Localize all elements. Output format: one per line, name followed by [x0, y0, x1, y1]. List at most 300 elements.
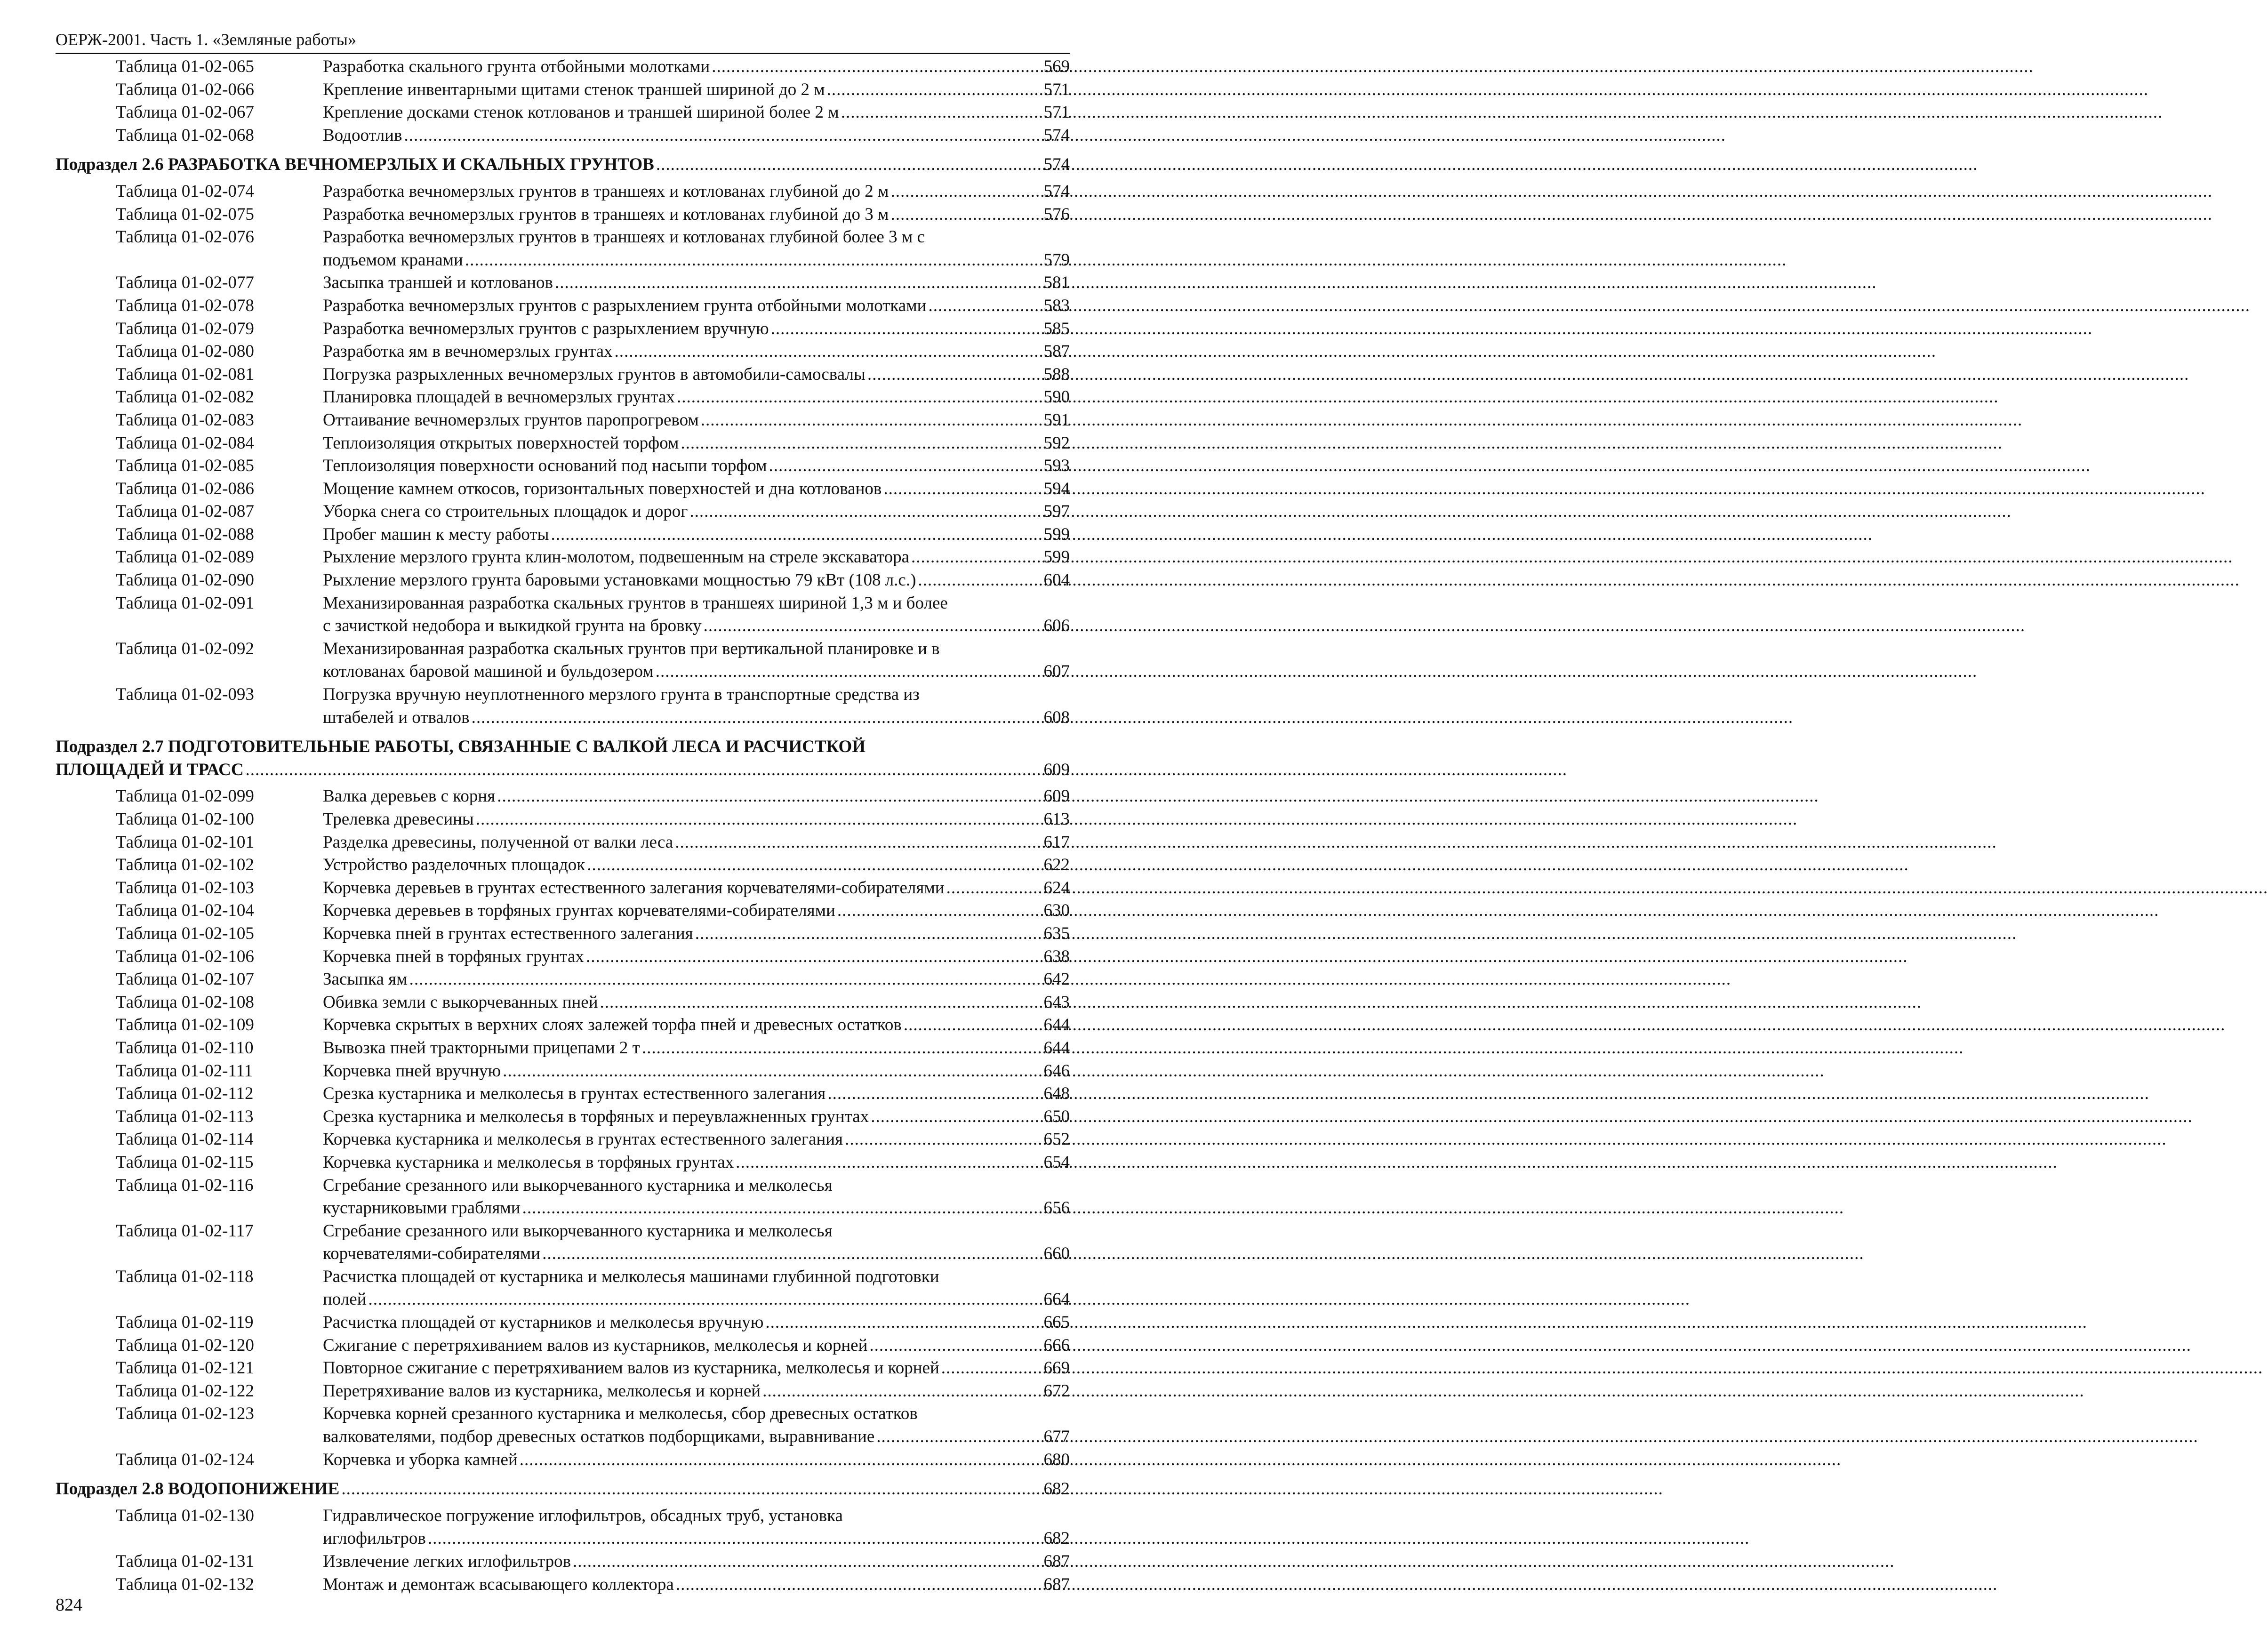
toc-entry-title: Сжигание с перетряхиванием валов из кустарников, мелколесья и корней	[323, 1335, 868, 1355]
toc-entry-title: Корчевка пней в торфяных грунтах	[323, 946, 584, 966]
toc-entry	[56, 877, 1070, 900]
toc-entry	[56, 808, 1070, 831]
toc-table-code: Таблица 01-02-068	[116, 125, 254, 145]
toc-entry-text	[323, 340, 1070, 363]
dot-leader	[918, 569, 1042, 592]
toc-entry-text	[323, 101, 1070, 124]
toc-entry-title: Пробег машин к месту работы	[323, 524, 549, 544]
toc-page-number: 608	[1043, 707, 1070, 727]
toc-entry-title: Оттаивание вечномерзлых грунтов паропрогревом	[323, 410, 699, 430]
toc-entry-last-line	[323, 1083, 1070, 1106]
toc-page-number: 583	[1043, 296, 1070, 315]
toc-entry-last-line	[323, 785, 1070, 808]
toc-entry-title: Крепление досками стенок котлованов и траншей шириной более 2 м	[323, 103, 839, 122]
toc-entry-text	[323, 1505, 1070, 1550]
dot-leader	[409, 968, 1042, 991]
toc-page-number: 607	[1043, 662, 1070, 682]
toc-entry-text	[323, 968, 1070, 991]
toc-entry-text	[323, 523, 1070, 546]
toc-entry-title: Погрузка разрыхленных вечномерзлых грунтов в автомобили-самосвалы	[323, 364, 866, 384]
toc-entry-title: Расчистка площадей от кустарников и мелколесья вручную	[323, 1313, 764, 1332]
toc-entry-title: Водоотлив	[323, 125, 402, 145]
toc-entry-title: Извлечение легких иглофильтров	[323, 1552, 571, 1571]
toc-table-code: Таблица 01-02-108	[116, 992, 254, 1012]
toc-entry-last-line	[323, 1037, 1070, 1060]
toc-entry	[56, 1014, 1070, 1037]
toc-page-number: 638	[1043, 946, 1070, 966]
toc-entry-last-line	[323, 1288, 1070, 1311]
toc-section-title: Подраздел 2.7 ПОДГОТОВИТЕЛЬНЫЕ РАБОТЫ, СВЯЗАННЫЕ С ВАЛКОЙ ЛЕСА И РАСЧИСТКОЙ	[56, 737, 866, 757]
toc-page-number: 588	[1043, 364, 1070, 384]
dot-leader	[762, 1380, 1042, 1403]
dot-leader	[876, 1426, 1042, 1449]
toc-entry-text	[323, 409, 1070, 432]
toc-entry-title: Обивка земли с выкорчеванных пней	[323, 992, 598, 1012]
toc-entry-last-line	[323, 1060, 1070, 1083]
toc-entry-title: с зачисткой недобора и выкидкой грунта на бровку	[323, 616, 702, 636]
toc-entry-last-line	[323, 1243, 1070, 1266]
dot-leader	[904, 1014, 1042, 1037]
toc-entry-text	[323, 500, 1070, 523]
toc-entry-title: Засыпка траншей и котлованов	[323, 273, 553, 293]
dot-leader	[476, 808, 1042, 831]
toc-entry-title: Валка деревьев с корня	[323, 786, 496, 806]
toc-entry	[56, 1060, 1070, 1083]
toc-entry-title: Перетряхивание валов из кустарника, мелколесья и корней	[323, 1381, 761, 1401]
toc-page-number: 656	[1043, 1198, 1070, 1218]
toc-entry-title-line: Сгребание срезанного или выкорчеванного кустарника и мелколесья	[323, 1221, 833, 1241]
toc-entry-title-line: Разработка вечномерзлых грунтов в траншеях и котлованах глубиной более 3 м с	[323, 227, 925, 247]
toc-entry-last-line	[323, 79, 1070, 102]
toc-entry-last-line	[323, 249, 1070, 272]
toc-entry-last-line	[323, 180, 1070, 203]
toc-entry-last-line	[323, 455, 1070, 478]
dot-leader	[341, 1478, 1042, 1501]
toc-table-code: Таблица 01-02-115	[116, 1152, 254, 1172]
toc-page-number: 581	[1043, 273, 1070, 293]
toc-entry-text	[323, 1380, 1070, 1403]
dot-leader	[946, 877, 1042, 900]
toc-entry-last-line	[323, 569, 1070, 592]
toc-entry-title: Устройство разделочных площадок	[323, 855, 585, 875]
running-header: ОЕРЖ-2001. Часть 1. «Земляные работы»	[56, 30, 356, 49]
toc-entry-text	[323, 363, 1070, 386]
toc-entry	[56, 409, 1070, 432]
toc-entry-text	[323, 124, 1070, 147]
toc-entry-title: котлованах баровой машиной и бульдозером	[323, 662, 654, 682]
dot-leader	[695, 922, 1042, 946]
toc-page-number: 574	[1043, 155, 1070, 175]
toc-page-number: 666	[1043, 1335, 1070, 1355]
dot-leader	[701, 409, 1042, 432]
toc-entry-last-line	[323, 1380, 1070, 1403]
toc-entry	[56, 272, 1070, 295]
toc-entry	[56, 1380, 1070, 1403]
dot-leader	[676, 1573, 1042, 1596]
toc-entry	[56, 922, 1070, 946]
toc-page-number: 677	[1043, 1427, 1070, 1447]
toc-table-code: Таблица 01-02-106	[116, 946, 254, 966]
toc-entry	[56, 638, 1070, 683]
toc-entry-text	[323, 1334, 1070, 1357]
dot-leader	[765, 1311, 1042, 1334]
toc-table-code: Таблица 01-02-089	[116, 547, 254, 567]
toc-entry-last-line	[323, 1550, 1070, 1573]
toc-table-code: Таблица 01-02-120	[116, 1335, 254, 1355]
toc-entry-title: кустарниковыми граблями	[323, 1198, 521, 1218]
toc-entry-last-line	[323, 432, 1070, 455]
toc-entry-last-line	[323, 340, 1070, 363]
toc-entry	[56, 1403, 1070, 1448]
toc-entry-text	[323, 1403, 1070, 1448]
toc-entry-text	[323, 991, 1070, 1014]
toc-page-number: 642	[1043, 970, 1070, 989]
toc-entry-last-line	[323, 203, 1070, 226]
toc-entry	[56, 1334, 1070, 1357]
toc-entry-text	[323, 638, 1070, 683]
toc-entry-title: Мощение камнем откосов, горизонтальных поверхностей и дна котлованов	[323, 479, 882, 498]
toc-entry-title: Корчевка кустарника и мелколесья в торфяных грунтах	[323, 1152, 734, 1172]
dot-leader	[689, 500, 1042, 523]
dot-leader	[615, 340, 1042, 363]
dot-leader	[472, 706, 1042, 730]
toc-table-code: Таблица 01-02-100	[116, 810, 254, 829]
toc-table-code: Таблица 01-02-119	[116, 1313, 254, 1332]
toc-entry-last-line	[323, 615, 1070, 638]
toc-section-heading	[56, 1478, 1070, 1501]
toc-entry	[56, 318, 1070, 341]
dot-leader	[837, 899, 1042, 922]
toc-page-number: 597	[1043, 502, 1070, 521]
dot-leader	[246, 759, 1042, 782]
toc-entry-last-line	[323, 831, 1070, 854]
toc-page-number: 635	[1043, 923, 1070, 943]
toc-entry	[56, 101, 1070, 124]
toc-entry-text	[323, 1083, 1070, 1106]
toc-table-code: Таблица 01-02-118	[116, 1267, 254, 1286]
toc-entry-title: Крепление инвентарными щитами стенок траншей шириной до 2 м	[323, 80, 825, 99]
toc-entry-text	[323, 569, 1070, 592]
toc-entry-last-line	[323, 968, 1070, 991]
toc-entry-text	[323, 1037, 1070, 1060]
toc-entry	[56, 295, 1070, 318]
toc-page-number: 687	[1043, 1552, 1070, 1571]
dot-leader	[845, 1128, 1042, 1151]
toc-entry-text	[323, 1266, 1070, 1311]
toc-entry-text	[323, 877, 1070, 900]
toc-table-code: Таблица 01-02-117	[116, 1221, 254, 1241]
toc-entry-last-line	[323, 363, 1070, 386]
toc-page-number: 687	[1043, 1574, 1070, 1594]
toc-entry	[56, 363, 1070, 386]
toc-entry-text	[323, 785, 1070, 808]
toc-page-number: 669	[1043, 1358, 1070, 1378]
toc-entry-last-line	[323, 808, 1070, 831]
toc-section-title: Подраздел 2.8 ВОДОПОНИЖЕНИЕ	[56, 1479, 340, 1499]
toc-entry	[56, 203, 1070, 226]
toc-entry-last-line	[323, 1573, 1070, 1596]
toc-page-number: 579	[1043, 250, 1070, 270]
toc-table-code: Таблица 01-02-099	[116, 786, 254, 806]
toc-section-line	[56, 1478, 1070, 1501]
toc-entry-title: Корчевка деревьев в торфяных грунтах корчевателями-собирателями	[323, 901, 835, 921]
dot-leader	[551, 523, 1042, 546]
toc-entry-title: Разработка ям в вечномерзлых грунтах	[323, 342, 613, 361]
toc-entry	[56, 899, 1070, 922]
toc-table-code: Таблица 01-02-077	[116, 273, 254, 293]
dot-leader	[869, 1334, 1042, 1357]
toc-table-code: Таблица 01-02-130	[116, 1506, 254, 1525]
dot-leader	[642, 1037, 1042, 1060]
toc-entry-last-line	[323, 318, 1070, 341]
toc-page-number: 664	[1043, 1290, 1070, 1309]
toc-entry-last-line	[323, 946, 1070, 969]
dot-leader	[871, 1106, 1042, 1129]
toc-entry-last-line	[323, 295, 1070, 318]
toc-entry	[56, 1266, 1070, 1311]
toc-entry-title-line: Сгребание срезанного или выкорчеванного кустарника и мелколесья	[323, 1175, 833, 1195]
toc-page-number: 660	[1043, 1244, 1070, 1264]
toc-entry	[56, 1311, 1070, 1334]
toc-entry-title: Срезка кустарника и мелколесья в грунтах естественного залегания	[323, 1084, 826, 1104]
dot-leader	[503, 1060, 1042, 1083]
toc-entry-text	[323, 455, 1070, 478]
dot-leader	[769, 455, 1042, 478]
toc-page-number: 574	[1043, 125, 1070, 145]
toc-table-code: Таблица 01-02-065	[116, 57, 254, 76]
toc-entry-title: Срезка кустарника и мелколесья в торфяных и переувлажненных грунтах	[323, 1107, 869, 1126]
toc-page-number: 654	[1043, 1152, 1070, 1172]
toc-entry-title: Трелевка древесины	[323, 810, 474, 829]
toc-entry-last-line	[323, 478, 1070, 501]
toc-entry-last-line	[323, 546, 1070, 569]
toc-entry	[56, 592, 1070, 638]
toc-entry	[56, 1151, 1070, 1174]
toc-entry-text	[323, 180, 1070, 203]
toc-table-code: Таблица 01-02-085	[116, 456, 254, 476]
toc-entry-text	[323, 79, 1070, 102]
toc-entry-last-line	[323, 1449, 1070, 1472]
toc-entry-last-line	[323, 1128, 1070, 1151]
toc-entry-last-line	[323, 706, 1070, 730]
toc-entry	[56, 1220, 1070, 1266]
toc-entry	[56, 226, 1070, 272]
toc-entry-last-line	[323, 1527, 1070, 1550]
toc-entry-last-line	[323, 101, 1070, 124]
toc-entry-text	[323, 272, 1070, 295]
toc-table-code: Таблица 01-02-116	[116, 1175, 254, 1195]
toc-page-number: 682	[1043, 1529, 1070, 1548]
toc-entry-title: Корчевка и уборка камней	[323, 1450, 518, 1469]
toc-entry-text	[323, 1550, 1070, 1573]
toc-table-code: Таблица 01-02-066	[116, 80, 254, 99]
toc-page-number: 593	[1043, 456, 1070, 476]
toc-table-code: Таблица 01-02-091	[116, 593, 254, 613]
toc-entry-title: Засыпка ям	[323, 970, 408, 989]
dot-leader	[586, 946, 1042, 969]
toc-entry-text	[323, 203, 1070, 226]
toc-section-line	[56, 736, 1070, 759]
toc-table-code: Таблица 01-02-103	[116, 878, 254, 898]
toc-entry-text	[323, 1220, 1070, 1266]
toc-section-title: ПЛОЩАДЕЙ И ТРАСС	[56, 760, 244, 779]
toc-entry	[56, 946, 1070, 969]
toc-entry-title: корчевателями-собирателями	[323, 1244, 541, 1264]
toc-entry-text	[323, 432, 1070, 455]
page-number: 824	[56, 1595, 82, 1615]
toc-table-code: Таблица 01-02-114	[116, 1130, 254, 1149]
dot-leader	[704, 615, 1042, 638]
toc-page-number: 571	[1043, 103, 1070, 122]
toc-entry-text	[323, 683, 1070, 729]
dot-leader	[827, 1083, 1042, 1106]
toc-entry	[56, 1505, 1070, 1550]
dot-leader	[404, 124, 1042, 147]
toc-entry-text	[323, 478, 1070, 501]
toc-entry	[56, 478, 1070, 501]
toc-page-number: 624	[1043, 878, 1070, 898]
toc-entry-title: Корчевка пней в грунтах естественного залегания	[323, 923, 693, 943]
dot-leader	[465, 249, 1042, 272]
toc-entry-text	[323, 56, 1070, 79]
toc-table-code: Таблица 01-02-080	[116, 342, 254, 361]
dot-leader	[771, 318, 1042, 341]
toc-page-number: 613	[1043, 810, 1070, 829]
toc-page-number: 644	[1043, 1015, 1070, 1035]
toc-table-code: Таблица 01-02-081	[116, 364, 254, 384]
toc-entry-text	[323, 854, 1070, 877]
dot-leader	[911, 546, 1042, 569]
dot-leader	[656, 660, 1042, 683]
toc-entry-last-line	[323, 1357, 1070, 1380]
toc-entry-last-line	[323, 991, 1070, 1014]
dot-leader	[712, 56, 1042, 79]
toc-page-number: 646	[1043, 1061, 1070, 1081]
dot-leader	[542, 1243, 1042, 1266]
toc-entry	[56, 968, 1070, 991]
toc-entry-title-line: Корчевка корней срезанного кустарника и мелколесья, сбор древесных остатков	[323, 1404, 918, 1424]
toc-entry-last-line	[323, 523, 1070, 546]
toc-page-number: 592	[1043, 433, 1070, 453]
dot-leader	[675, 831, 1042, 854]
toc-entry-text	[323, 592, 1070, 638]
toc-entry	[56, 785, 1070, 808]
toc-table-code: Таблица 01-02-074	[116, 181, 254, 201]
toc-entry-title: Повторное сжигание с перетряхиванием валов из кустарника, мелколесья и корней	[323, 1358, 939, 1378]
toc-entry-title: полей	[323, 1290, 367, 1309]
toc-page-number: 644	[1043, 1038, 1070, 1058]
toc-page-number: 617	[1043, 832, 1070, 852]
toc-entry-last-line	[323, 1426, 1070, 1449]
toc-entry-title: Рыхление мерзлого грунта клин-молотом, подвешенным на стреле экскаватора	[323, 547, 910, 567]
toc-page-number: 609	[1043, 760, 1070, 779]
dot-leader	[369, 1288, 1042, 1311]
toc-entry	[56, 683, 1070, 729]
toc-page-number: 682	[1043, 1479, 1070, 1499]
toc-table-code: Таблица 01-02-087	[116, 502, 254, 521]
dot-leader	[890, 180, 1042, 203]
toc-entry-title: Рыхление мерзлого грунта баровыми установками мощностью 79 кВт (108 л.с.)	[323, 570, 916, 590]
toc-entry	[56, 546, 1070, 569]
dot-leader	[497, 785, 1042, 808]
toc-page-number: 585	[1043, 319, 1070, 338]
toc-table-code: Таблица 01-02-092	[116, 639, 254, 658]
toc-table-code: Таблица 01-02-067	[116, 103, 254, 122]
toc-page-number: 576	[1043, 204, 1070, 224]
toc-section-line	[56, 153, 1070, 176]
toc-table-code: Таблица 01-02-078	[116, 296, 254, 315]
dot-leader	[867, 363, 1042, 386]
toc-entry-title: Вывозка пней тракторными прицепами 2 т	[323, 1038, 640, 1058]
toc-page-number: 650	[1043, 1107, 1070, 1126]
toc-entry-last-line	[323, 409, 1070, 432]
toc-section-title: Подраздел 2.6 РАЗРАБОТКА ВЕЧНОМЕРЗЛЫХ И СКАЛЬНЫХ ГРУНТОВ	[56, 155, 654, 175]
toc-entry-last-line	[323, 1197, 1070, 1220]
toc-entry-last-line	[323, 1311, 1070, 1334]
toc-entry	[56, 124, 1070, 147]
toc-entry	[56, 1550, 1070, 1573]
toc-entry-title: Разработка скального грунта отбойными молотками	[323, 57, 710, 76]
toc-entry-title: иглофильтров	[323, 1529, 426, 1548]
toc-entry	[56, 991, 1070, 1014]
toc-entry	[56, 1357, 1070, 1380]
toc-entry	[56, 1083, 1070, 1106]
toc-table-code: Таблица 01-02-131	[116, 1552, 254, 1571]
toc-entry-last-line	[323, 1334, 1070, 1357]
toc-page-number: 665	[1043, 1313, 1070, 1332]
toc-section-heading	[56, 153, 1070, 176]
toc-entry-title: Корчевка пней вручную	[323, 1061, 501, 1081]
toc-entry	[56, 1174, 1070, 1220]
toc-table-code: Таблица 01-02-079	[116, 319, 254, 338]
toc-entry	[56, 79, 1070, 102]
dot-leader	[827, 79, 1042, 102]
toc-section-heading	[56, 736, 1070, 781]
toc-page-number: 569	[1043, 57, 1070, 76]
toc-table-code: Таблица 01-02-122	[116, 1381, 254, 1401]
toc-entry	[56, 1106, 1070, 1129]
toc-entry-last-line	[323, 124, 1070, 147]
toc-table-code: Таблица 01-02-093	[116, 685, 254, 705]
toc-section-line	[56, 759, 1070, 782]
toc-entry-title: Разработка вечномерзлых грунтов с разрыхлением грунта отбойными молотками	[323, 296, 927, 315]
toc-entry-title: подъемом кранами	[323, 250, 463, 270]
toc-table-code: Таблица 01-02-102	[116, 855, 254, 875]
toc-page-number: 606	[1043, 616, 1070, 636]
toc-entry-text	[323, 1357, 1070, 1380]
toc-entry-last-line	[323, 1106, 1070, 1129]
toc-entry-title-line: Погрузка вручную неуплотненного мерзлого грунта в транспортные средства из	[323, 685, 920, 705]
toc-page-number: 587	[1043, 342, 1070, 361]
dot-leader	[928, 295, 1042, 318]
table-of-contents	[56, 56, 1070, 1596]
toc-entry-text	[323, 1151, 1070, 1174]
toc-page-number: 571	[1043, 80, 1070, 99]
toc-entry	[56, 523, 1070, 546]
toc-entry-title: Теплоизоляция открытых поверхностей торфом	[323, 433, 679, 453]
toc-entry	[56, 1449, 1070, 1472]
dot-leader	[883, 478, 1042, 501]
toc-entry	[56, 432, 1070, 455]
toc-entry-title: Корчевка кустарника и мелколесья в грунтах естественного залегания	[323, 1130, 843, 1149]
toc-entry-text	[323, 1573, 1070, 1596]
toc-page-number: 591	[1043, 410, 1070, 430]
toc-entry-text	[323, 1014, 1070, 1037]
toc-page-number: 609	[1043, 786, 1070, 806]
toc-entry-last-line	[323, 500, 1070, 523]
dot-leader	[573, 1550, 1042, 1573]
toc-table-code: Таблица 01-02-124	[116, 1450, 254, 1469]
